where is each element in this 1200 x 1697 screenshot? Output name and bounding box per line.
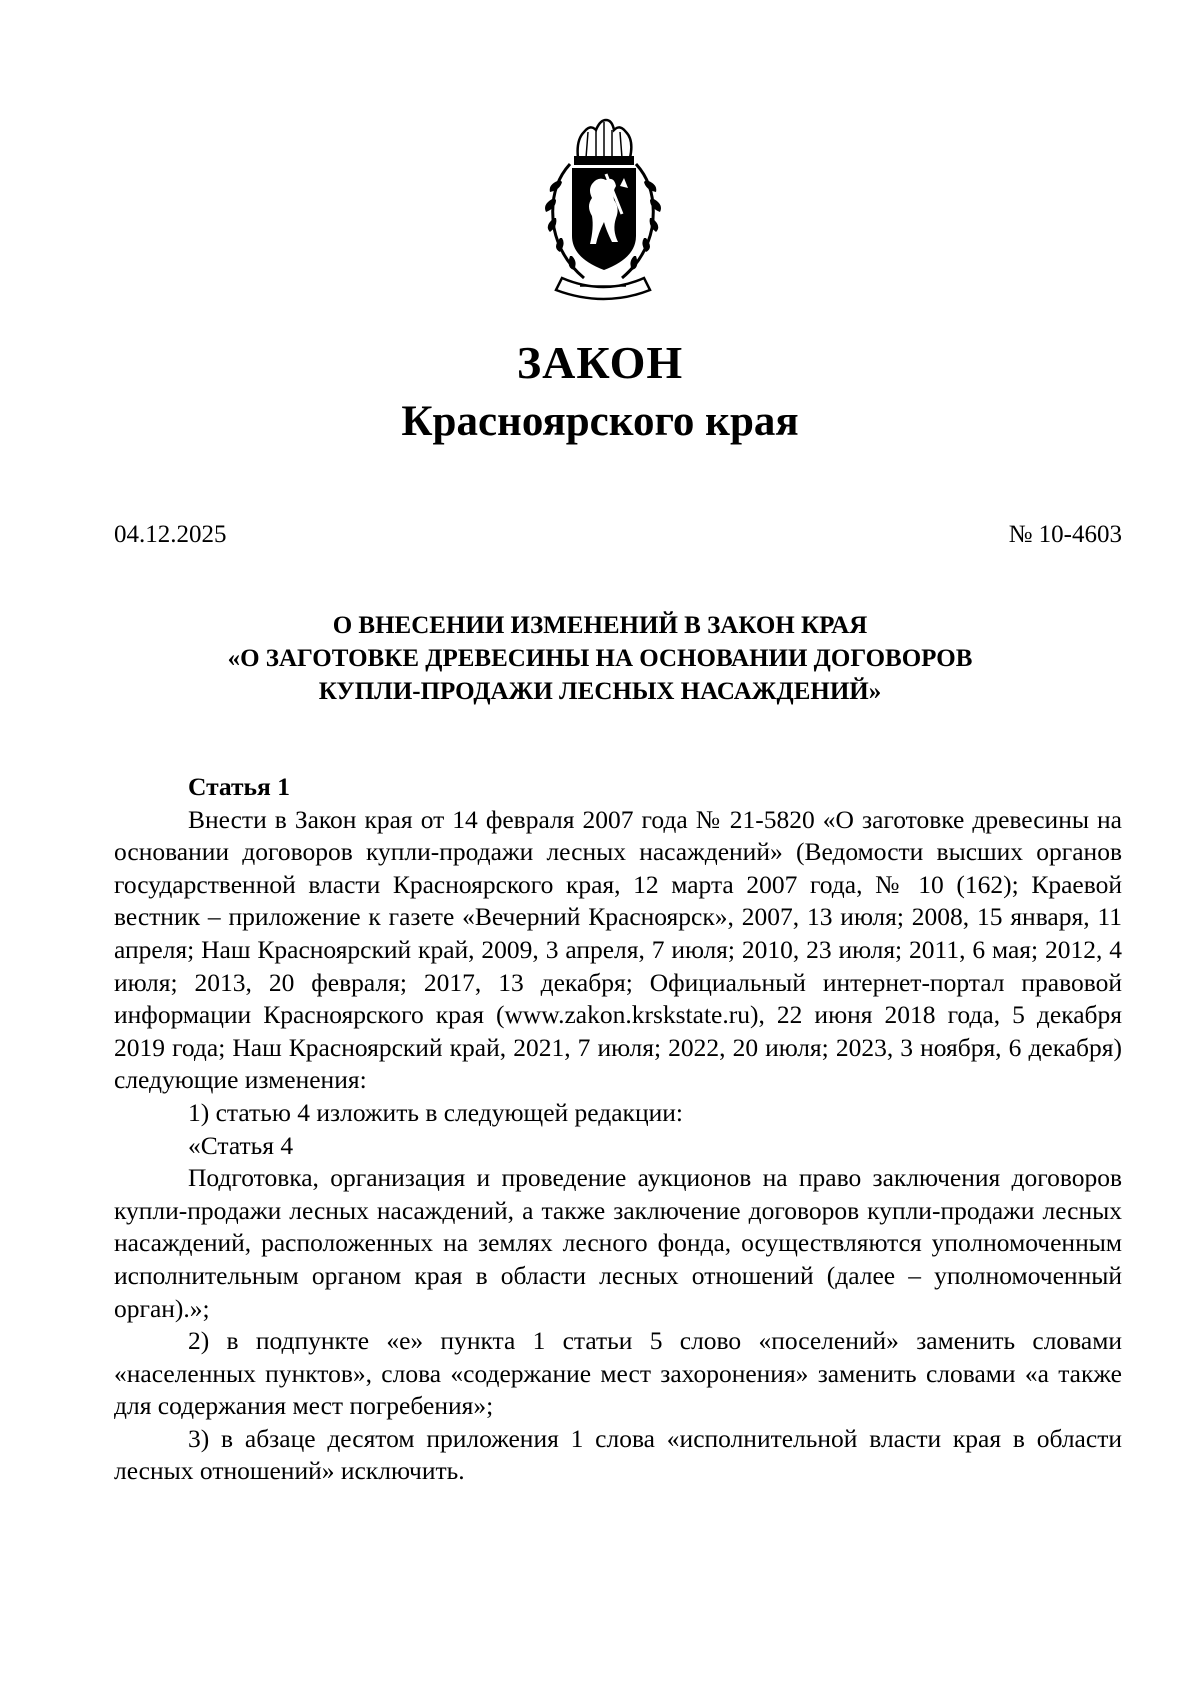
document-title: ЗАКОН bbox=[516, 337, 684, 388]
article-1-item-3: 3) в абзаце десятом приложения 1 слова «исполнительной власти края в области лесных отношений» исключить. bbox=[114, 1423, 1122, 1486]
law-heading-line: «О ЗАГОТОВКЕ ДРЕВЕСИНЫ НА ОСНОВАНИИ ДОГОВОРОВ bbox=[227, 645, 973, 672]
article-1-item-2: 2) в подпункте «е» пункта 1 статьи 5 слово «поселений» заменить словами «населенных пунктов», слова «содержание мест захоронения» заменить словами «а также для содержания мест погребения»; bbox=[114, 1326, 1122, 1421]
article-1-intro-paragraph: Внести в Закон края от 14 февраля 2007 года № 21-5820 «О заготовке древесины на основании договоров купли-продажи лесных насаждений» (Ведомости высших органов государственной власти Красноярского края, 12 марта 2007 года, № 10 (162); Краевой вестник – приложение к газете «Вечерний Красноярск», 2007, 13 июля; 2008, 15 января, 11 апреля; Наш Красноярский край, 2009, 3 апреля, 7 июля; 2010, 23 июля; 2011, 6 мая; 2012, 4 июля; 2013, 20 февраля; 2017, 13 декабря; Официальный интернет-портал правовой информации Красноярского края (www.zakon.krskstate.ru), 22 июня 2018 года, 5 декабря 2019 года; Наш Красноярский край, 2021, 7 июля; 2022, 20 июля; 2023, 3 ноября, 6 декабря) следующие изменения: bbox=[114, 804, 1122, 1095]
krasnoyarsk-coat-of-arms-emblem bbox=[540, 118, 666, 308]
law-date: 04.12.2025 bbox=[114, 521, 227, 548]
law-heading-line: О ВНЕСЕНИИ ИЗМЕНЕНИЙ В ЗАКОН КРАЯ bbox=[332, 612, 868, 639]
quoted-article-4-label: «Статья 4 bbox=[188, 1130, 294, 1160]
document-subtitle: Красноярского края bbox=[401, 398, 799, 445]
law-heading bbox=[0, 609, 1200, 708]
article-1-label: Статья 1 bbox=[188, 772, 290, 801]
article-1-item-1: 1) статью 4 изложить в следующей редакции: bbox=[188, 1097, 683, 1127]
law-number: № 10-4603 bbox=[1008, 521, 1122, 548]
law-heading-line: КУПЛИ-ПРОДАЖИ ЛЕСНЫХ НАСАЖДЕНИЙ» bbox=[318, 678, 882, 705]
law-body bbox=[114, 771, 1122, 1488]
quoted-article-4-text: Подготовка, организация и проведение аукционов на право заключения договоров купли-продажи лесных насаждений, а также заключение договоров купли-продажи лесных насаждений, расположенных на землях лесного фонда, осуществляются уполномоченным исполнительным органом края в области лесных отношений (далее – уполномоченный орган).»; bbox=[114, 1163, 1122, 1323]
